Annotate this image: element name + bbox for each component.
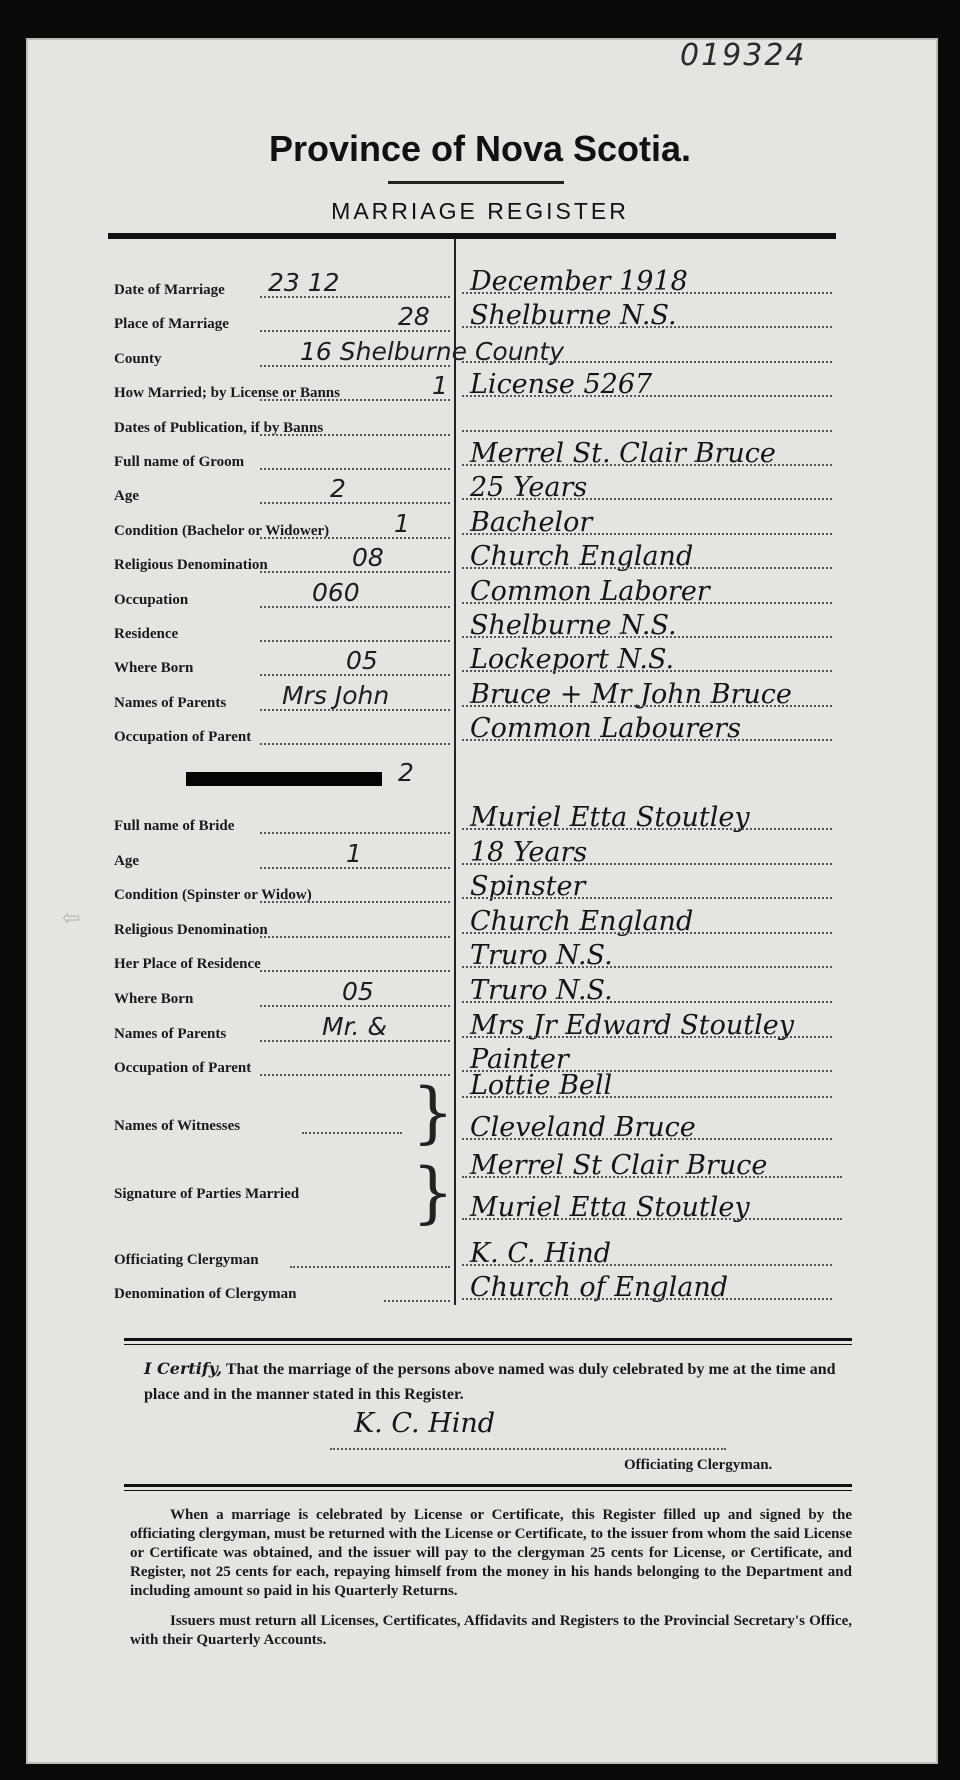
bride-field-line <box>462 828 832 830</box>
groom-field-value: License 5267 <box>470 369 653 401</box>
groom-field-line <box>462 705 832 707</box>
province-title: Province of Nova Scotia. <box>268 128 692 169</box>
groom-field-line <box>462 567 832 569</box>
bride-field-label: Religious Denomination <box>114 921 268 938</box>
bride-field-value: Muriel Etta Stoutley <box>470 802 750 833</box>
notice-top-rule <box>124 1484 852 1491</box>
groom-field-code: 1 <box>432 371 448 401</box>
witnesses-leader <box>302 1132 402 1134</box>
groom-field-value: Bachelor <box>470 506 593 538</box>
groom-field-value: 25 Years <box>470 472 588 504</box>
certify-caption: Officiating Clergyman. <box>624 1457 773 1473</box>
witness-1: Lottie Bell <box>470 1070 613 1101</box>
signatures-label: Signature of Parties Married <box>114 1186 300 1202</box>
groom-field-leader <box>260 537 450 539</box>
groom-field-label: Place of Marriage <box>114 316 229 333</box>
signature-groom: Merrel St Clair Bruce <box>470 1150 768 1181</box>
groom-field-value: Bruce + Mr John Bruce <box>470 678 792 710</box>
groom-field-code: 28 <box>398 302 430 332</box>
groom-field-value: December 1918 <box>470 266 688 297</box>
bride-field-label: Occupation of Parent <box>114 1060 252 1077</box>
groom-field-value: Church England <box>470 541 694 573</box>
groom-field-code: 1 <box>394 508 410 538</box>
groom-field-line <box>462 670 832 672</box>
bride-field-label: Her Place of Residence <box>114 956 261 973</box>
bride-field-value: Church England <box>470 905 694 937</box>
groom-field-value: Shelburne N.S. <box>470 610 677 641</box>
groom-field-line <box>462 326 832 328</box>
groom-field-label: Condition (Bachelor or Widower) <box>114 522 330 539</box>
bride-field-code: 05 <box>342 977 374 1006</box>
bride-field-line <box>462 897 832 899</box>
redaction-bar <box>186 772 382 786</box>
groom-field-label: Names of Parents <box>114 694 227 711</box>
groom-field-line <box>462 636 832 638</box>
officiating-clergyman-line <box>462 1264 832 1266</box>
witness-2-line <box>462 1138 832 1140</box>
bride-field-label: Where Born <box>114 991 194 1007</box>
signature-bride-line <box>462 1218 842 1220</box>
bride-field-label: Full name of Bride <box>114 818 235 834</box>
witnesses-brace: } <box>412 1074 454 1151</box>
groom-field-leader <box>260 743 450 745</box>
groom-field-code: 05 <box>346 646 378 676</box>
clergy-denomination-label: Denomination of Clergyman <box>114 1286 297 1302</box>
groom-field-label: Occupation of Parent <box>114 729 252 746</box>
bride-field-line <box>462 1036 832 1038</box>
clergy-denomination-line <box>462 1298 832 1300</box>
officiating-clergyman-label: Officiating Clergyman <box>114 1252 259 1268</box>
certify-text: That the marriage of the persons above named was duly celebrated by me at the time and place and in the manner stated in this Register. <box>144 1361 836 1403</box>
groom-field-label: Dates of Publication, if by Banns <box>114 419 324 436</box>
bride-field-line <box>462 1001 832 1003</box>
issuer-notice: Issuers must return all Licenses, Certificates, Affidavits and Registers to the Provincial Secretary's Office, with their Quarterly Accounts. <box>130 1613 852 1648</box>
groom-field-code: Mrs John <box>282 680 390 710</box>
officiating-clergyman-leader <box>290 1266 450 1268</box>
groom-field-code: 16 Shelburne County <box>300 336 565 366</box>
groom-field-line <box>462 395 832 397</box>
signature-groom-line <box>462 1176 842 1178</box>
groom-field-label: Where Born <box>114 660 194 677</box>
bride-field-value: Spinster <box>470 871 586 903</box>
groom-field-line <box>462 361 832 363</box>
officiating-clergyman-value: K. C. Hind <box>470 1238 612 1269</box>
bride-field-leader <box>260 936 450 938</box>
bride-field-value: 18 Years <box>470 836 588 868</box>
document-number: 019324 <box>680 38 807 73</box>
bride-field-line <box>462 932 832 934</box>
bride-field-code: Mr. & <box>322 1011 387 1041</box>
certify-signature: K. C. Hind <box>354 1408 496 1439</box>
groom-field-value: Shelburne N.S. <box>470 300 677 332</box>
groom-field-line <box>462 533 832 535</box>
bride-field-value: Truro N.S. <box>470 940 613 972</box>
register-subtitle: MARRIAGE REGISTER <box>331 198 629 224</box>
bride-field-value: Painter <box>470 1044 569 1076</box>
bride-field-leader <box>260 901 450 903</box>
margin-arrow-icon: ⇦ <box>62 906 81 931</box>
header-rule <box>108 233 836 239</box>
groom-field-value: Common Laborer <box>470 575 710 607</box>
groom-field-line <box>462 498 832 500</box>
signature-bride: Muriel Etta Stoutley <box>470 1192 750 1223</box>
groom-field-leader <box>260 434 450 436</box>
clergy-denomination-leader <box>384 1300 450 1302</box>
groom-field-label: Residence <box>114 626 179 642</box>
groom-field-label: Occupation <box>114 591 189 608</box>
bride-field-label: Age <box>114 852 139 869</box>
bride-field-leader <box>260 970 450 972</box>
groom-field-label: How Married; by License or Banns <box>114 385 340 402</box>
certify-lead: I Certify, <box>144 1359 223 1378</box>
bride-field-label: Names of Parents <box>114 1025 227 1042</box>
column-divider <box>454 239 456 1305</box>
groom-field-value: Common Labourers <box>470 713 741 745</box>
certify-top-rule <box>124 1338 852 1345</box>
groom-field-label: Full name of Groom <box>114 454 245 470</box>
witness-2: Cleveland Bruce <box>470 1112 696 1143</box>
groom-field-label: Religious Denomination <box>114 557 268 574</box>
groom-field-code: 23 12 <box>268 268 340 297</box>
groom-field-code: 2 <box>330 474 346 504</box>
bride-section-code: 2 <box>398 758 414 787</box>
bride-field-value: Truro N.S. <box>470 975 613 1006</box>
signatures-brace: } <box>412 1154 454 1231</box>
groom-field-line <box>462 602 832 604</box>
certify-statement <box>144 1356 852 1407</box>
groom-field-line <box>462 464 832 466</box>
groom-field-line <box>462 430 832 432</box>
bride-field-line <box>462 863 832 865</box>
witnesses-label: Names of Witnesses <box>114 1118 241 1134</box>
groom-field-leader <box>260 502 450 504</box>
bride-field-label: Condition (Spinster or Widow) <box>114 887 312 904</box>
bride-field-line <box>462 966 832 968</box>
groom-field-leader <box>260 640 450 642</box>
groom-field-line <box>462 292 832 294</box>
groom-field-code: 060 <box>312 577 360 607</box>
return-notice: When a marriage is celebrated by License or Certificate, this Register filled up and signed by the officiating clergyman, must be returned with the License or Certificate, to the issuer from whom the said License or Certificate was obtained, and the issuer will pay to the clergyman 25 cents for License, or Certificate, and Register, not 25 cents for each, repaying himself from the money in his hands belonging to the Department and including amount so paid in his Quarterly Returns. <box>130 1507 852 1599</box>
bride-field-leader <box>260 832 450 834</box>
groom-field-label: Age <box>114 488 139 505</box>
groom-field-label: Date of Marriage <box>114 282 225 298</box>
groom-field-leader <box>260 399 450 401</box>
bride-field-code: 1 <box>346 838 362 868</box>
groom-field-line <box>462 739 832 741</box>
clergy-denomination-value: Church of England <box>470 1272 729 1303</box>
groom-field-label: County <box>114 350 162 367</box>
witness-1-line <box>462 1096 832 1098</box>
groom-field-leader <box>260 468 450 470</box>
groom-field-value: Lockeport N.S. <box>470 644 675 676</box>
groom-field-code: 08 <box>352 543 384 573</box>
title-underline <box>388 181 564 184</box>
groom-field-value: Merrel St. Clair Bruce <box>470 438 776 469</box>
bride-field-value: Mrs Jr Edward Stoutley <box>470 1009 794 1041</box>
